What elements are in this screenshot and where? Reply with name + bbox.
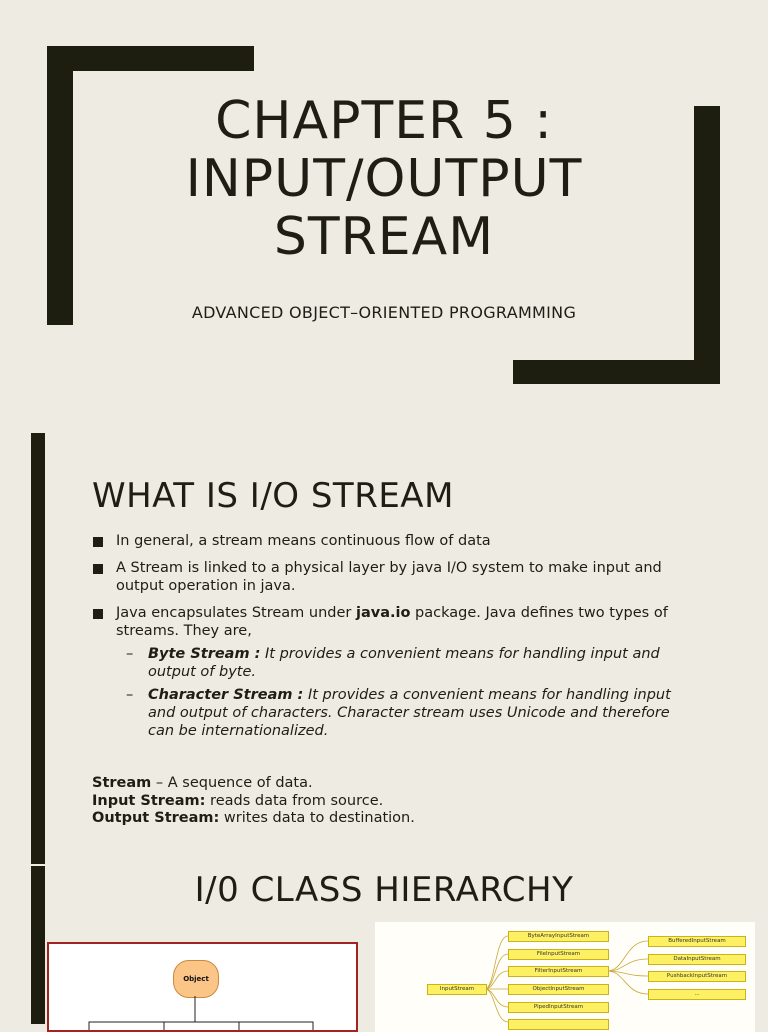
dash-bullet-icon: – [126, 687, 134, 703]
package-name: java.io [356, 605, 411, 621]
objectinputstream-node: ObjectInputStream [508, 984, 609, 995]
inputstream-hierarchy-diagram [375, 922, 755, 1032]
square-bullet-icon [93, 537, 103, 547]
definition-term: Stream [92, 775, 152, 791]
inputstream-node: InputStream [427, 984, 487, 995]
object-hierarchy-diagram [47, 942, 358, 1032]
section-title-class-hierarchy: I/0 CLASS HIERARCHY [194, 870, 574, 910]
slide2-accent-bar [31, 433, 45, 864]
sub-bullet-label: Byte Stream : [148, 646, 261, 662]
bullet-text-post: package. Java defines two types of streams. They are, [116, 605, 668, 639]
slide-title [100, 92, 668, 266]
definition-term: Output Stream: [92, 810, 220, 826]
definition-stream [92, 775, 415, 793]
truncated-node [508, 1019, 609, 1030]
definition-text: writes data to destination. [219, 810, 415, 826]
fileinputstream-node: FileInputStream [508, 949, 609, 960]
definition-output-stream [92, 810, 415, 828]
ellipsis-node: ... [648, 989, 746, 1000]
bullet-item [92, 559, 692, 595]
definition-input-stream [92, 793, 415, 811]
section-title-io-stream: WHAT IS I/O STREAM [92, 476, 454, 516]
title-line-3: STREAM [273, 207, 495, 267]
title-line-2: INPUT/OUTPUT [185, 149, 583, 209]
bullet-item [92, 532, 692, 550]
bullet-item [92, 604, 692, 740]
square-bullet-icon [93, 564, 103, 574]
sub-bullet-text: It provides a convenient means for handling input and output of characters. Character stream uses Unicode and therefore can be internationalized. [148, 687, 671, 739]
dash-bullet-icon: – [126, 646, 134, 662]
bufferedinputstream-node: BufferedInputStream [648, 936, 746, 947]
frame-bottom-right-vertical [694, 106, 720, 384]
filterinputstream-node: FilterInputStream [508, 966, 609, 977]
square-bullet-icon [93, 609, 103, 619]
hierarchy-connectors [49, 944, 356, 1030]
definition-term: Input Stream: [92, 792, 206, 809]
pipedinputstream-node: PipedInputStream [508, 1002, 609, 1013]
sub-bullet-character-stream [116, 686, 692, 740]
definition-text: reads data from source. [205, 792, 384, 809]
slide3-accent-bar [31, 866, 45, 1024]
bullet-text-pre: Java encapsulates Stream under [116, 605, 356, 621]
title-line-1: CHAPTER 5 : [215, 91, 553, 151]
datainputstream-node: DataInputStream [648, 954, 746, 965]
frame-bottom-right-horizontal [513, 360, 720, 384]
sub-bullet-label: Character Stream : [148, 687, 304, 703]
sub-bullet-text: It provides a convenient means for handling input and output of byte. [148, 646, 660, 680]
sub-bullet-byte-stream [116, 645, 692, 681]
object-node: Object [173, 960, 219, 998]
pushbackinputstream-node: PushbackInputStream [648, 971, 746, 982]
definition-text: – A sequence of data. [151, 775, 313, 791]
bullet-text: A Stream is linked to a physical layer by java I/O system to make input and output operation in java. [116, 560, 662, 594]
bullet-list [92, 532, 692, 749]
definitions [92, 775, 415, 828]
bullet-text: In general, a stream means continuous flow of data [116, 533, 491, 549]
frame-top-left-horizontal [47, 46, 254, 71]
bytearrayinputstream-node: ByteArrayInputStream [508, 931, 609, 942]
frame-top-left-vertical [47, 46, 73, 325]
sub-bullet-list [116, 645, 692, 740]
slide-subtitle: ADVANCED OBJECT–ORIENTED PROGRAMMING [191, 303, 577, 322]
